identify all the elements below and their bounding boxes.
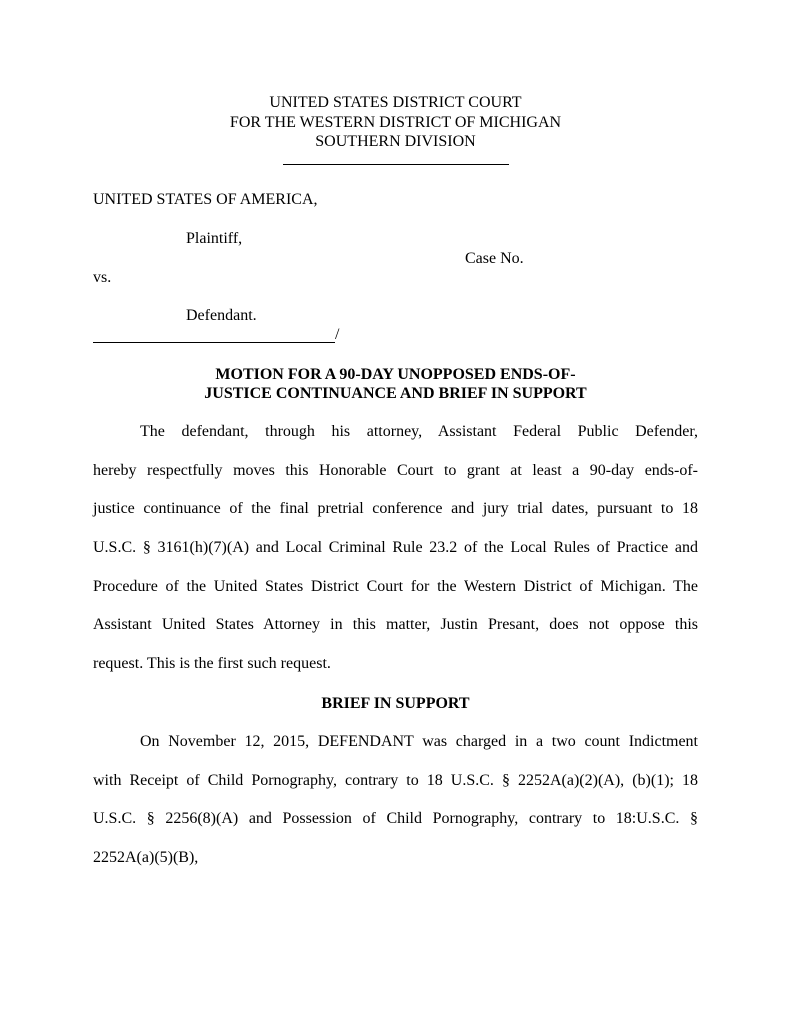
brief-line-4: 2252A(a)(5)(B), (93, 849, 199, 866)
motion-line-1: The defendant, through his attorney, Assistant Federal Public Defender, (140, 423, 698, 440)
plaintiff-name: UNITED STATES OF AMERICA, (93, 191, 318, 208)
brief-line-2: with Receipt of Child Pornography, contrary to 18 U.S.C. § 2252A(a)(2)(A), (b)(1); 18 (93, 772, 698, 789)
court-district: FOR THE WESTERN DISTRICT OF MICHIGAN (229, 114, 562, 131)
motion-line-7: request. This is the first such request. (93, 655, 331, 672)
versus-label: vs. (93, 269, 112, 286)
brief-line-3: U.S.C. § 2256(8)(A) and Possession of Child Pornography, contrary to 18:U.S.C. § (93, 810, 698, 827)
motion-line-2: hereby respectfully moves this Honorable Court to grant at least a 90-day ends-of- (93, 462, 698, 479)
motion-line-3: justice continuance of the final pretrial conference and jury trial dates, pursuant to 18 (93, 500, 698, 517)
plaintiff-role: Plaintiff, (186, 230, 243, 247)
court-name: UNITED STATES DISTRICT COURT (269, 94, 522, 111)
caption-slash: / (335, 326, 340, 343)
defendant-role: Defendant. (186, 307, 257, 324)
caption-signature-line (93, 342, 335, 343)
motion-title-line-2: JUSTICE CONTINUANCE AND BRIEF IN SUPPORT (204, 385, 587, 402)
brief-heading: BRIEF IN SUPPORT (321, 695, 470, 712)
motion-line-4: U.S.C. § 3161(h)(7)(A) and Local Criminal Rule 23.2 of the Local Rules of Practice and (93, 539, 698, 556)
motion-title-line-1: MOTION FOR A 90-DAY UNOPPOSED ENDS-OF- (215, 366, 576, 383)
motion-line-5: Procedure of the United States District Court for the Western District of Michigan. The (93, 578, 698, 595)
motion-line-6: Assistant United States Attorney in this matter, Justin Presant, does not oppose this (93, 616, 698, 633)
header-divider (283, 164, 509, 165)
brief-line-1: On November 12, 2015, DEFENDANT was charged in a two count Indictment (140, 733, 698, 750)
court-division: SOUTHERN DIVISION (315, 133, 476, 150)
case-number-label: Case No. (465, 250, 524, 267)
